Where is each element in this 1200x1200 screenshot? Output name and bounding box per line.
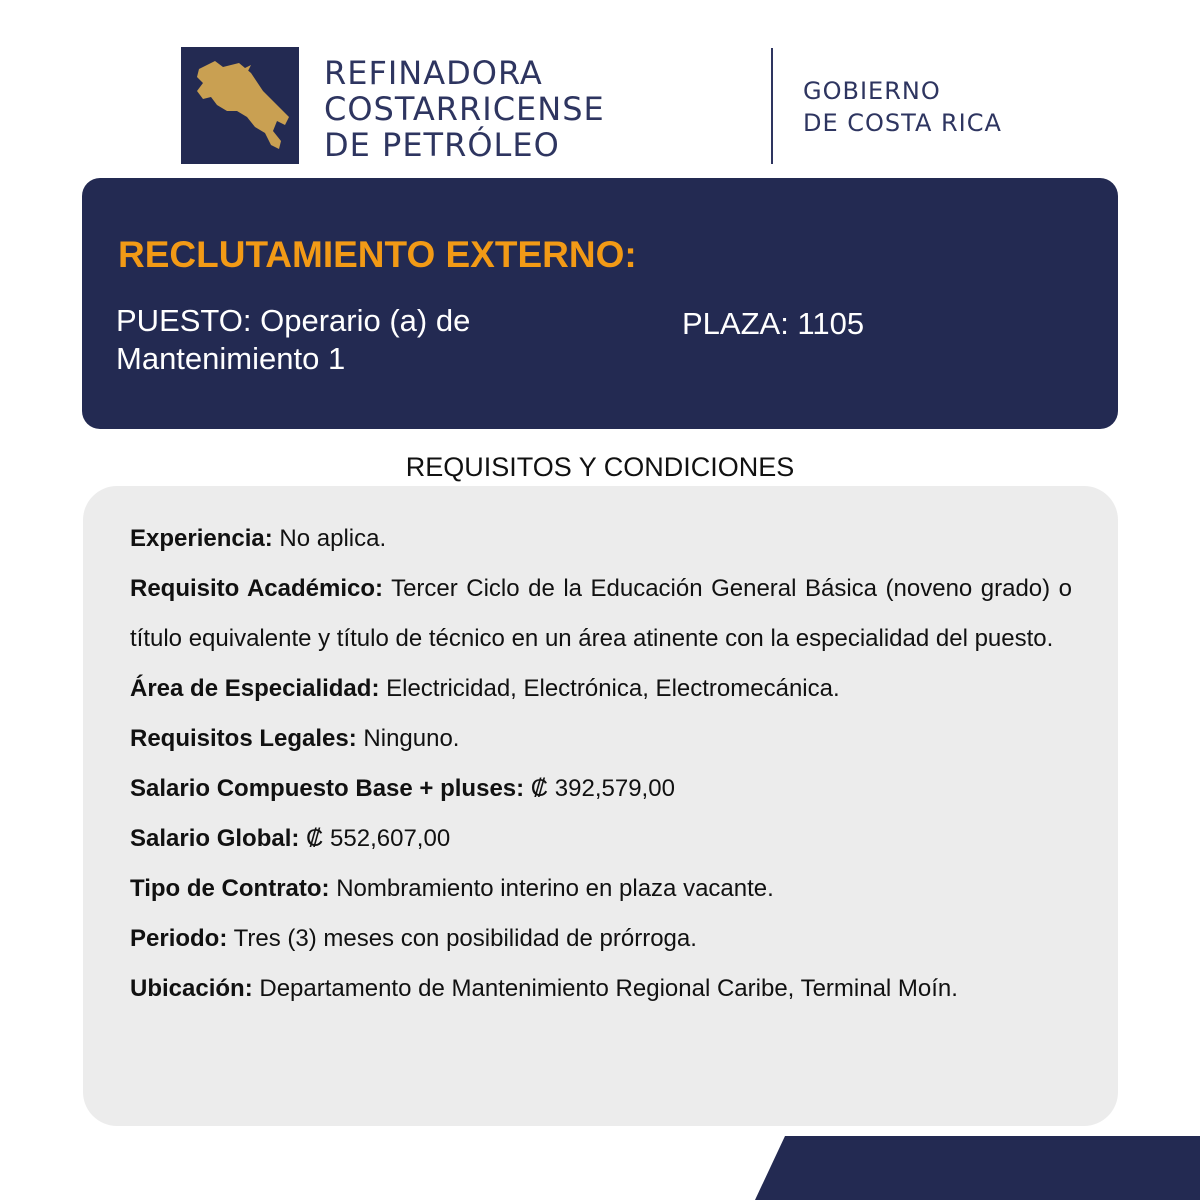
requirement-label: Salario Global:: [130, 825, 300, 852]
requirement-item: [130, 864, 1072, 914]
brand-line: COSTARRICENSE: [324, 90, 605, 128]
requirement-value: Nombramiento interino en plaza vacante.: [329, 875, 774, 902]
section-heading: REQUISITOS Y CONDICIONES: [405, 452, 795, 482]
requirement-value: Electricidad, Electrónica, Electromecánica.: [379, 675, 840, 702]
position-title: PUESTO: Operario (a) de Mantenimiento 1: [116, 303, 471, 376]
brand-line: REFINADORA: [324, 54, 543, 92]
brand-name: [324, 55, 605, 163]
gov-line: DE COSTA RICA: [803, 109, 1002, 137]
requirement-label: Requisitos Legales:: [130, 725, 357, 752]
requirement-label: Tipo de Contrato:: [130, 875, 330, 902]
requirement-label: Salario Compuesto Base + pluses:: [130, 775, 525, 802]
requirement-item: [130, 764, 1072, 814]
recruitment-banner: [82, 178, 1118, 429]
requirement-label: Periodo:: [130, 925, 228, 952]
gov-line: GOBIERNO: [803, 77, 941, 105]
requirement-item: [130, 814, 1072, 864]
plaza-number: PLAZA: 1105: [682, 306, 865, 341]
requirement-value: Departamento de Mantenimiento Regional Caribe, Terminal Moín.: [252, 975, 958, 1002]
requirement-value: ₡ 392,579,00: [524, 775, 675, 802]
corner-accent: [755, 1136, 1200, 1200]
header-divider: [771, 48, 773, 164]
requirements-card: [83, 486, 1118, 1126]
costa-rica-map-icon: [181, 47, 299, 164]
requirement-value: Tercer Ciclo de la Educación General Básica (noveno grado) o título equivalente y título de técnico en un área atinente con la especialidad del puesto.: [130, 575, 1073, 652]
banner-title: RECLUTAMIENTO EXTERNO:: [118, 234, 637, 275]
requirement-item: [130, 664, 1072, 714]
requirement-item: [130, 714, 1072, 764]
requirement-label: Experiencia:: [130, 525, 273, 552]
requirement-label: Ubicación:: [130, 975, 253, 1002]
requirement-item: [130, 564, 1072, 664]
requirement-item: [130, 964, 1072, 1014]
requirement-label: Área de Especialidad:: [130, 675, 380, 702]
requirement-value: ₡ 552,607,00: [299, 825, 451, 852]
recope-logo: [181, 47, 299, 164]
requirements-list: [130, 514, 1072, 1014]
requirement-item: [130, 514, 1072, 564]
requirement-label: Requisito Académico:: [130, 575, 383, 602]
requirement-item: [130, 914, 1072, 964]
government-name: [803, 75, 1002, 139]
requirement-value: No aplica.: [272, 525, 387, 552]
brand-line: DE PETRÓLEO: [324, 126, 560, 164]
requirement-value: Ninguno.: [356, 725, 460, 752]
requirement-value: Tres (3) meses con posibilidad de prórroga.: [227, 925, 697, 952]
